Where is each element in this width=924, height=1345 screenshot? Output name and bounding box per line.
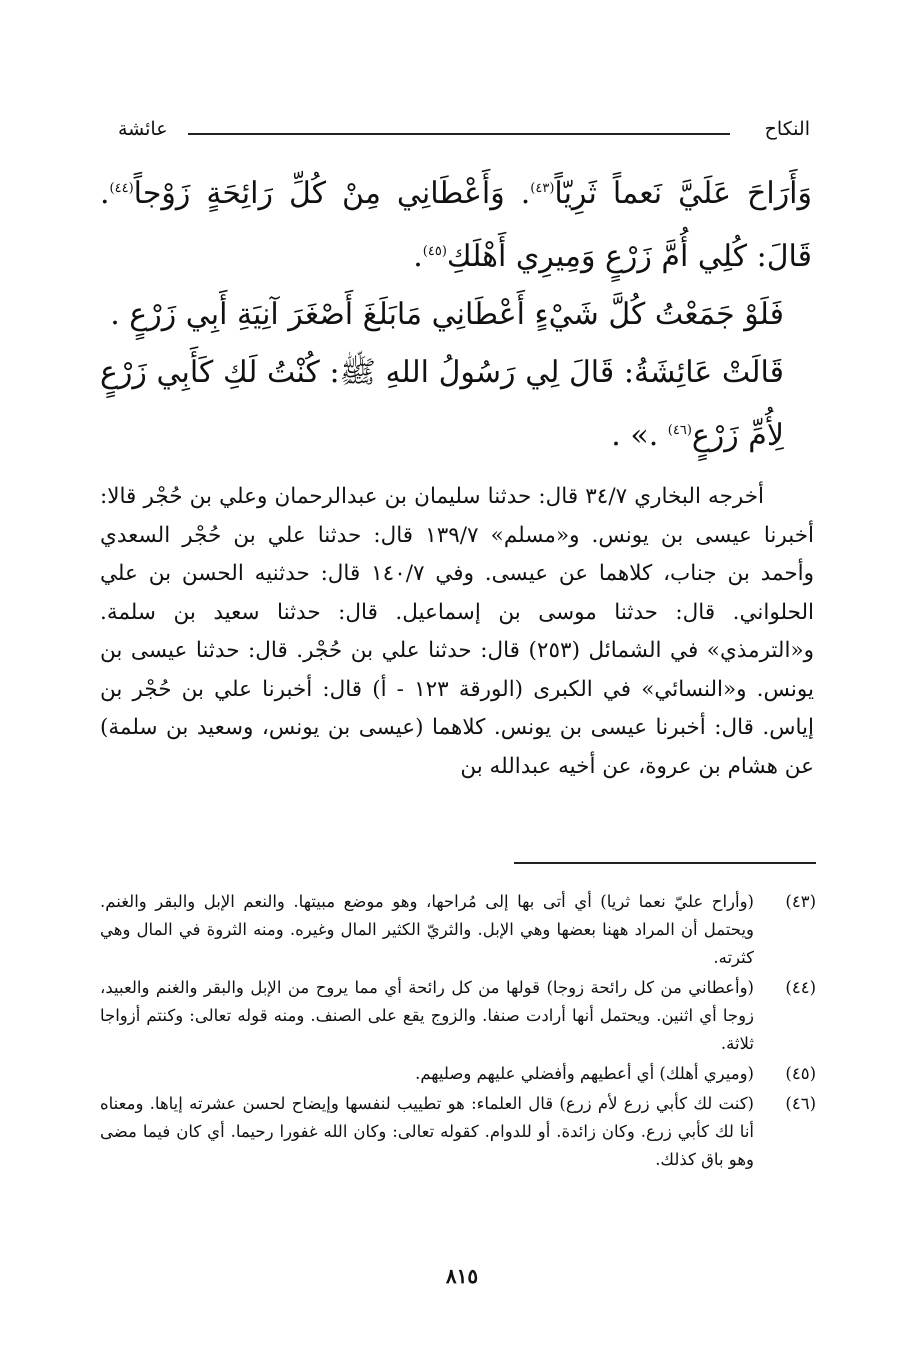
footnotes <box>100 888 816 1176</box>
hadith-segment: .» . <box>611 418 668 453</box>
hadith-segment: . وَأَعْطَانِي مِنْ كُلِّ رَائِحَةٍ زَوْجاً <box>133 176 531 211</box>
footnote-ref-46: (٤٦) <box>667 423 692 438</box>
footnote-text: (وميري أهلك) أي أعطيهم وأفضلي عليهم وصليهم. <box>415 1064 754 1083</box>
header-subject-title: عائشة <box>118 118 168 140</box>
hadith-segment: . <box>413 239 423 274</box>
takhrij-section <box>100 478 814 786</box>
hadith-segment: وَأَرَاحَ عَلَيَّ نَعماً ثَرِيّاً <box>554 176 813 211</box>
header-rule <box>188 133 730 135</box>
footnote-43 <box>100 888 816 972</box>
hadith-paragraph-1 <box>100 160 812 286</box>
footnote-text: (كنت لك كأبي زرع لأم زرع) قال العلماء: هو تطييب لنفسها وإيضاح لحسن عشرته إياها. ومعناه أنا لك كأبي زرع. وكان زائدة. أو للدوام. كقوله تعالى: وكان الله غفورا رحيما. أي كان فيما مضى وهو باق كذلك. <box>100 1094 754 1169</box>
footnote-number: (٤٤) <box>785 978 816 997</box>
hadith-segment: قَالَتْ عَائِشَةُ: قَالَ لِي رَسُولُ اللهِ ﷺ: كُنْتُ لَكِ كَأَبِي زَرْعٍ لِأُمِّ زَرْعٍ <box>100 355 784 453</box>
footnote-ref-44: (٤٤) <box>109 181 134 196</box>
footnote-text: (وأراح عليّ نعما ثريا) أي أتى بها إلى مُراحها، وهو موضع مبيتها. والنعم الإبل والبقر والغنم. ويحتمل أن المراد ههنا بعضها وهي الإبل. والثريّ الكثير المال وغيره. ومنه الثروة في المال وهي كثرته. <box>100 892 754 967</box>
hadith-paragraph-2: فَلَوْ جَمَعْتُ كُلَّ شَيْءٍ أَعْطَانِي مَابَلَغَ أَصْغَرَ آنِيَةِ أَبِي زَرْعٍ . <box>110 297 784 332</box>
footnote-separator <box>514 862 816 864</box>
hadith-text <box>100 160 812 465</box>
running-header <box>118 118 810 148</box>
footnote-44 <box>100 974 816 1058</box>
header-section-title: النكاح <box>764 118 810 140</box>
footnote-ref-45: (٤٥) <box>422 244 447 259</box>
hadith-paragraph-3 <box>100 344 812 465</box>
footnote-45 <box>100 1060 816 1088</box>
footnote-number: (٤٣) <box>785 892 816 911</box>
footnote-46 <box>100 1090 816 1174</box>
takhrij-paragraph: أخرجه البخاري ٣٤/٧ قال: حدثنا سليمان بن عبدالرحمان وعلي بن حُجْر قالا: أخبرنا عيسى بن يونس. و«مسلم» ١٣٩/٧ قال: حدثنا علي بن حُجْر السعدي وأحمد بن جناب، كلاهما عن عيسى. وفي ١٤٠/٧ قال: حدثنيه الحسن بن علي الحلواني. قال: حدثنا موسى بن إسماعيل. قال: حدثنا سعيد بن سلمة. و«الترمذي» في الشمائل (٢٥٣) قال: حدثنا علي بن حُجْر. قال: حدثنا عيسى بن يونس. و«النسائي» في الكبرى (الورقة ١٢٣ - أ) قال: أخبرنا علي بن حُجْر بن إياس. قال: أخبرنا عيسى بن يونس. كلاهما (عيسى بن يونس، وسعيد بن سلمة) عن هشام بن عروة، عن أخيه عبدالله بن <box>100 484 814 779</box>
footnote-number: (٤٥) <box>785 1064 816 1083</box>
hadith-segment: . قَالَ: كُلِي أُمَّ زَرْعٍ وَمِيرِي أَهْلَكِ <box>100 176 812 274</box>
footnote-number: (٤٦) <box>785 1094 816 1113</box>
page-number: ٨١٥ <box>445 1264 479 1288</box>
footnote-text: (وأعطاني من كل رائحة زوجا) قولها من كل رائحة أي مما يروح من الإبل والبقر والغنم والعبيد، زوجا أي اثنين. ويحتمل أنها أرادت صنفا. والزوج يقع على الصنف. ومنه قوله تعالى: وكنتم أزواجا ثلاثة. <box>100 978 754 1053</box>
footnote-ref-43: (٤٣) <box>530 181 555 196</box>
